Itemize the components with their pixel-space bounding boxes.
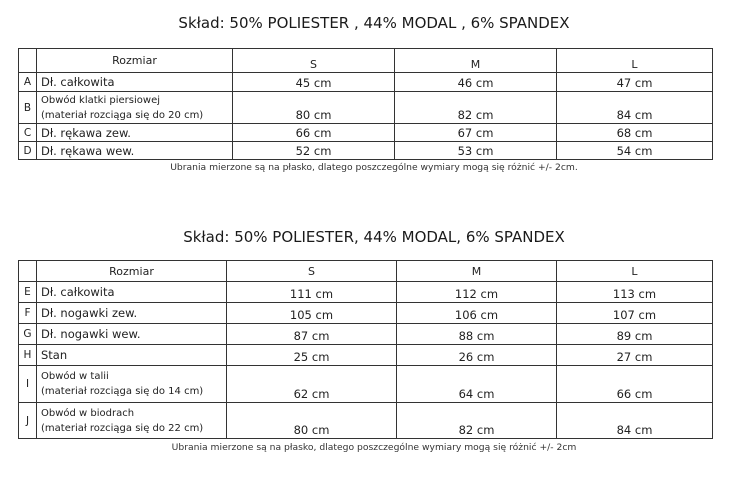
- row-id: I: [19, 366, 37, 403]
- row-id: F: [19, 303, 37, 324]
- row-id: J: [19, 403, 37, 439]
- value-s: 66 cm: [233, 124, 395, 142]
- table-row: [19, 92, 713, 124]
- table-row: [19, 124, 713, 142]
- size-table-bottom: [18, 260, 713, 439]
- table2-note: Ubrania mierzone są na płasko, dlatego poszczególne wymiary mogą się różnić +/- 2cm: [171, 442, 577, 453]
- table-row: [19, 403, 713, 439]
- value-l: 84 cm: [557, 92, 713, 124]
- header-size-m: M: [397, 261, 557, 282]
- header-size-label: Rozmiar: [37, 261, 227, 282]
- table-row: [19, 324, 713, 345]
- header-size-s: S: [233, 49, 395, 73]
- header-size-m: M: [395, 49, 557, 73]
- value-l: 47 cm: [557, 73, 713, 92]
- value-m: 26 cm: [397, 345, 557, 366]
- table1-note: Ubrania mierzone są na płasko, dlatego poszczególne wymiary mogą się różnić +/- 2cm.: [170, 162, 578, 173]
- value-l: 89 cm: [557, 324, 713, 345]
- value-s: 111 cm: [227, 282, 397, 303]
- header-size-label: Rozmiar: [37, 49, 233, 73]
- row-label: Stan: [37, 345, 227, 366]
- header-empty-cell: [19, 261, 37, 282]
- value-l: 27 cm: [557, 345, 713, 366]
- value-m: 82 cm: [397, 403, 557, 439]
- value-m: 82 cm: [395, 92, 557, 124]
- value-m: 112 cm: [397, 282, 557, 303]
- table-row: [19, 303, 713, 324]
- value-s: 62 cm: [227, 366, 397, 403]
- value-m: 46 cm: [395, 73, 557, 92]
- value-l: 113 cm: [557, 282, 713, 303]
- row-id: C: [19, 124, 37, 142]
- table-header-row: [19, 49, 713, 73]
- table-row: [19, 345, 713, 366]
- value-s: 80 cm: [233, 92, 395, 124]
- value-m: 53 cm: [395, 142, 557, 160]
- row-label: Dł. rękawa zew.: [37, 124, 233, 142]
- table-row: [19, 142, 713, 160]
- row-label-line1: Obwód w biodrach: [41, 407, 135, 419]
- value-m: 88 cm: [397, 324, 557, 345]
- table-row: [19, 282, 713, 303]
- table1-title: Skład: 50% POLIESTER , 44% MODAL , 6% SPANDEX: [178, 14, 570, 32]
- value-l: 54 cm: [557, 142, 713, 160]
- value-s: 52 cm: [233, 142, 395, 160]
- value-l: 68 cm: [557, 124, 713, 142]
- value-l: 66 cm: [557, 366, 713, 403]
- row-label: Dł. nogawki wew.: [37, 324, 227, 345]
- row-label: [37, 366, 227, 403]
- table2-title: Skład: 50% POLIESTER, 44% MODAL, 6% SPANDEX: [183, 228, 565, 246]
- size-table-top: [18, 48, 713, 160]
- value-m: 67 cm: [395, 124, 557, 142]
- row-label: [37, 403, 227, 439]
- row-id: G: [19, 324, 37, 345]
- value-s: 25 cm: [227, 345, 397, 366]
- row-label-line1: Obwód w talii: [41, 371, 109, 382]
- row-label: Dł. rękawa wew.: [37, 142, 233, 160]
- value-l: 107 cm: [557, 303, 713, 324]
- value-l: 84 cm: [557, 403, 713, 439]
- header-size-l: L: [557, 49, 713, 73]
- row-label-line2: (materiał rozciąga się do 22 cm): [41, 422, 204, 434]
- row-label-line2: (materiał rozciąga się do 14 cm): [41, 386, 204, 397]
- row-label-line2: (materiał rozciąga się do 20 cm): [41, 109, 204, 121]
- row-id: H: [19, 345, 37, 366]
- header-size-s: S: [227, 261, 397, 282]
- value-s: 87 cm: [227, 324, 397, 345]
- value-s: 45 cm: [233, 73, 395, 92]
- row-label: Dł. całkowita: [37, 282, 227, 303]
- row-id: B: [19, 92, 37, 124]
- table-row: [19, 366, 713, 403]
- row-id: E: [19, 282, 37, 303]
- row-id: A: [19, 73, 37, 92]
- row-label: [37, 92, 233, 124]
- header-empty-cell: [19, 49, 37, 73]
- row-label-line1: Obwód klatki piersiowej: [41, 94, 161, 106]
- value-m: 64 cm: [397, 366, 557, 403]
- table-row: [19, 73, 713, 92]
- row-label: Dł. nogawki zew.: [37, 303, 227, 324]
- value-s: 80 cm: [227, 403, 397, 439]
- header-size-l: L: [557, 261, 713, 282]
- table-header-row: [19, 261, 713, 282]
- value-m: 106 cm: [397, 303, 557, 324]
- row-label: Dł. całkowita: [37, 73, 233, 92]
- row-id: D: [19, 142, 37, 160]
- value-s: 105 cm: [227, 303, 397, 324]
